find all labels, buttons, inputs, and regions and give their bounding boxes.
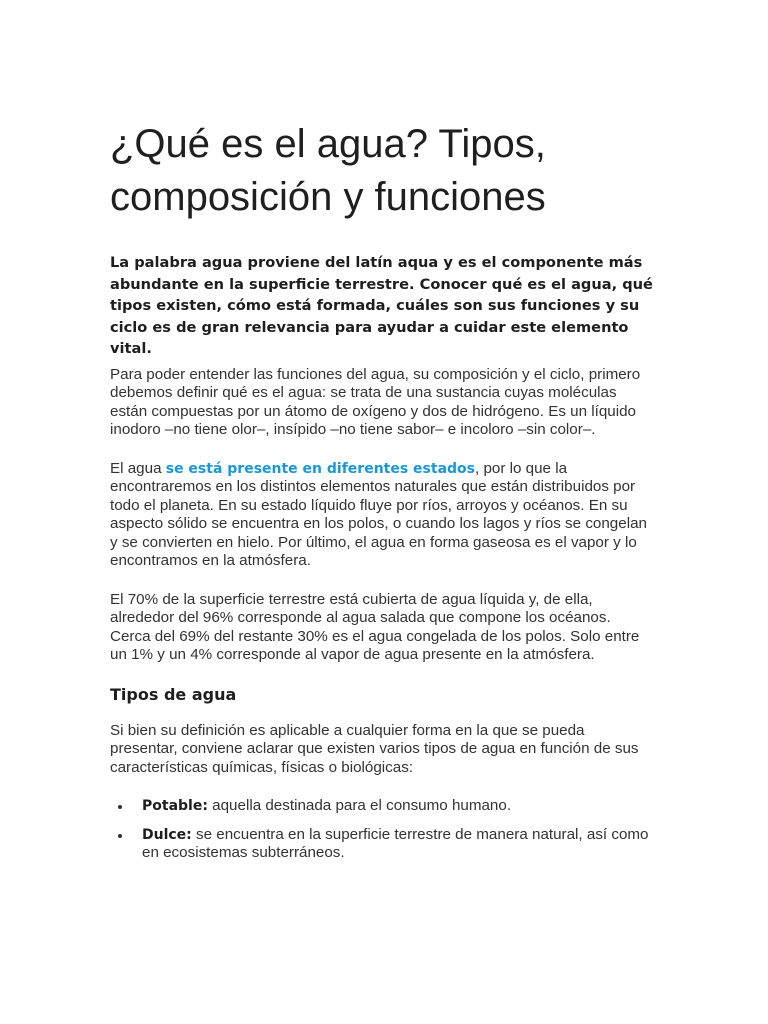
paragraph-percentages: El 70% de la superficie terrestre está cubierta de agua líquida y, de ella, alrededor del 96% corresponde al agua salada que compone los océanos. Cerca del 69% del restante 30% es el agua congelada de los polos. Solo entre un 1% y un 4% corresponde al vapor de agua presente en la atmósfera. — [110, 590, 640, 663]
list-item-term: Potable: — [142, 798, 208, 814]
article — [110, 118, 655, 873]
types-list — [110, 797, 655, 863]
paragraph-states — [110, 460, 655, 571]
article-title: ¿Qué es el agua? Tipos, composición y funciones — [110, 122, 546, 219]
list-item-dulce — [110, 826, 655, 863]
paragraph-types-intro: Si bien su definición es aplicable a cualquier forma en la que se pueda presentar, conviene aclarar que existen varios tipos de agua en función de sus características químicas, físicas o biológicas: — [110, 721, 639, 776]
section-heading-tipos: Tipos de agua — [110, 684, 237, 704]
paragraph-states-end: , por lo que la encontraremos en los distintos elementos naturales que están distribuidos por todo el planeta. En su estado líquido fluye por ríos, arroyos y océanos. En su aspecto sólido se encuentra en los polos, o cuando los lagos y ríos se congelan y se convierten en hielo. Por último, el agua en forma gaseosa es el vapor y lo encontramos en la atmósfera. — [110, 459, 647, 569]
list-item-term: Dulce: — [142, 826, 192, 843]
paragraph-states-start: El agua — [110, 459, 166, 477]
bullet-icon — [118, 834, 122, 838]
states-link[interactable]: se está presente en diferentes estados — [165, 460, 475, 477]
list-item-text: aquella destinada para el consumo humano. — [207, 797, 512, 814]
list-item-text: se encuentra en la superficie terrestre de manera natural, así como en ecosistemas subterráneos. — [142, 825, 649, 861]
article-lead: La palabra agua proviene del latín aqua y es el componente más abundante en la superficie terrestre. Conocer qué es el agua, qué tipos existen, cómo está formada, cuáles son sus funciones y su ciclo es de gran relevancia para ayudar a cuidar este elemento vital. — [110, 254, 653, 357]
bullet-icon — [118, 805, 122, 809]
paragraph-definition: Para poder entender las funciones del agua, su composición y el ciclo, primero debemos definir qué es el agua: se trata de una sustancia cuyas moléculas están compuestas por un átomo de oxígeno y dos de hidrógeno. Es un líquido inodoro –no tiene olor–, insípido –no tiene sabor– e incoloro –sin color–. — [110, 365, 641, 438]
list-item-potable — [110, 797, 655, 816]
